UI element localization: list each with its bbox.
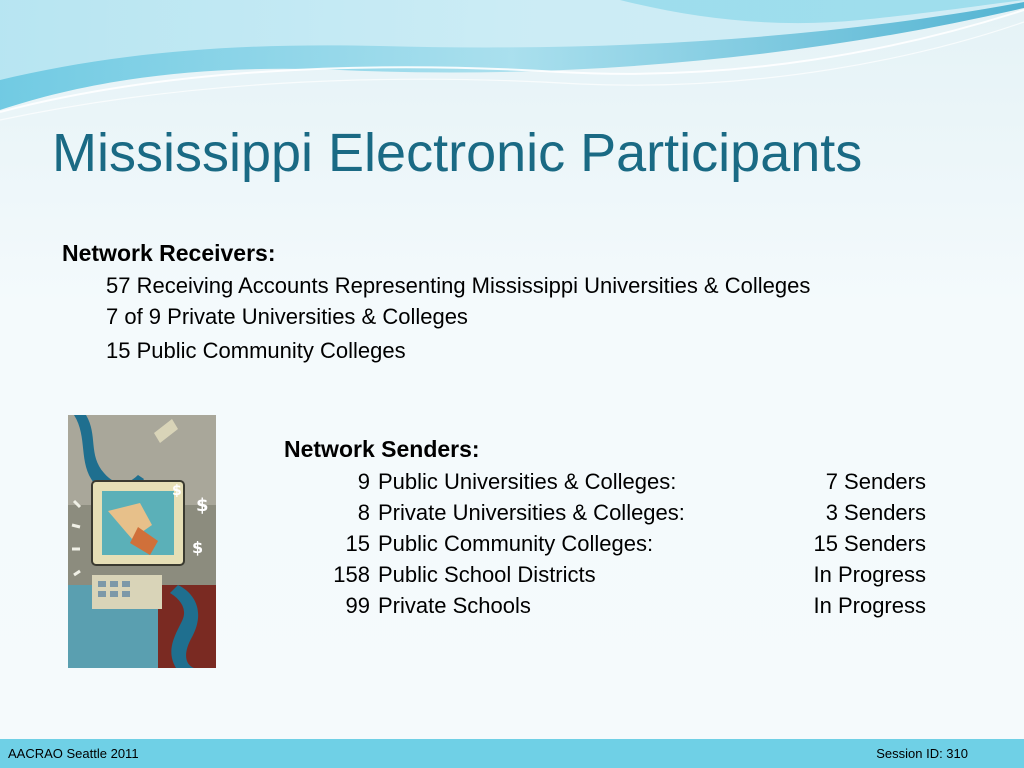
sender-label: Private Universities & Colleges:: [378, 500, 685, 525]
sender-count: 8: [357, 500, 370, 525]
receivers-heading: Network Receivers:: [62, 240, 276, 266]
footer-bar: [0, 739, 1024, 768]
sender-count: 158: [333, 562, 370, 587]
sender-row: [300, 593, 926, 623]
sender-label: Public Community Colleges:: [378, 531, 654, 556]
svg-text:$: $: [172, 483, 182, 499]
slide-title: Mississippi Electronic Participants: [52, 123, 863, 183]
sender-status: 7 Senders: [825, 469, 926, 494]
receivers-line: 57 Receiving Accounts Representing Mississippi Universities & Colleges: [106, 273, 811, 298]
sender-label: Public Universities & Colleges:: [378, 469, 677, 494]
sender-label: Public School Districts: [378, 562, 596, 587]
sender-status: In Progress: [813, 593, 926, 618]
sender-row: [300, 469, 926, 499]
sender-row: [300, 500, 926, 530]
footer-session-id: Session ID: 310: [876, 746, 968, 761]
money-transfer-computer-clipart-icon: [68, 415, 216, 668]
receivers-line: 15 Public Community Colleges: [106, 338, 406, 363]
svg-text:$: $: [192, 538, 204, 557]
header-swoosh-decoration: [0, 0, 1024, 130]
footer-conference: AACRAO Seattle 2011: [8, 746, 139, 761]
senders-heading: Network Senders:: [284, 436, 480, 462]
sender-status: 15 Senders: [813, 531, 926, 556]
receivers-line: 7 of 9 Private Universities & Colleges: [106, 304, 468, 329]
sender-status: In Progress: [813, 562, 926, 587]
sender-row: [300, 562, 926, 592]
sender-count: 9: [357, 469, 370, 494]
sender-row: [300, 531, 926, 561]
svg-text:$: $: [196, 495, 209, 516]
sender-count: 15: [345, 531, 370, 556]
sender-count: 99: [345, 593, 370, 618]
sender-status: 3 Senders: [825, 500, 926, 525]
sender-label: Private Schools: [378, 593, 531, 618]
